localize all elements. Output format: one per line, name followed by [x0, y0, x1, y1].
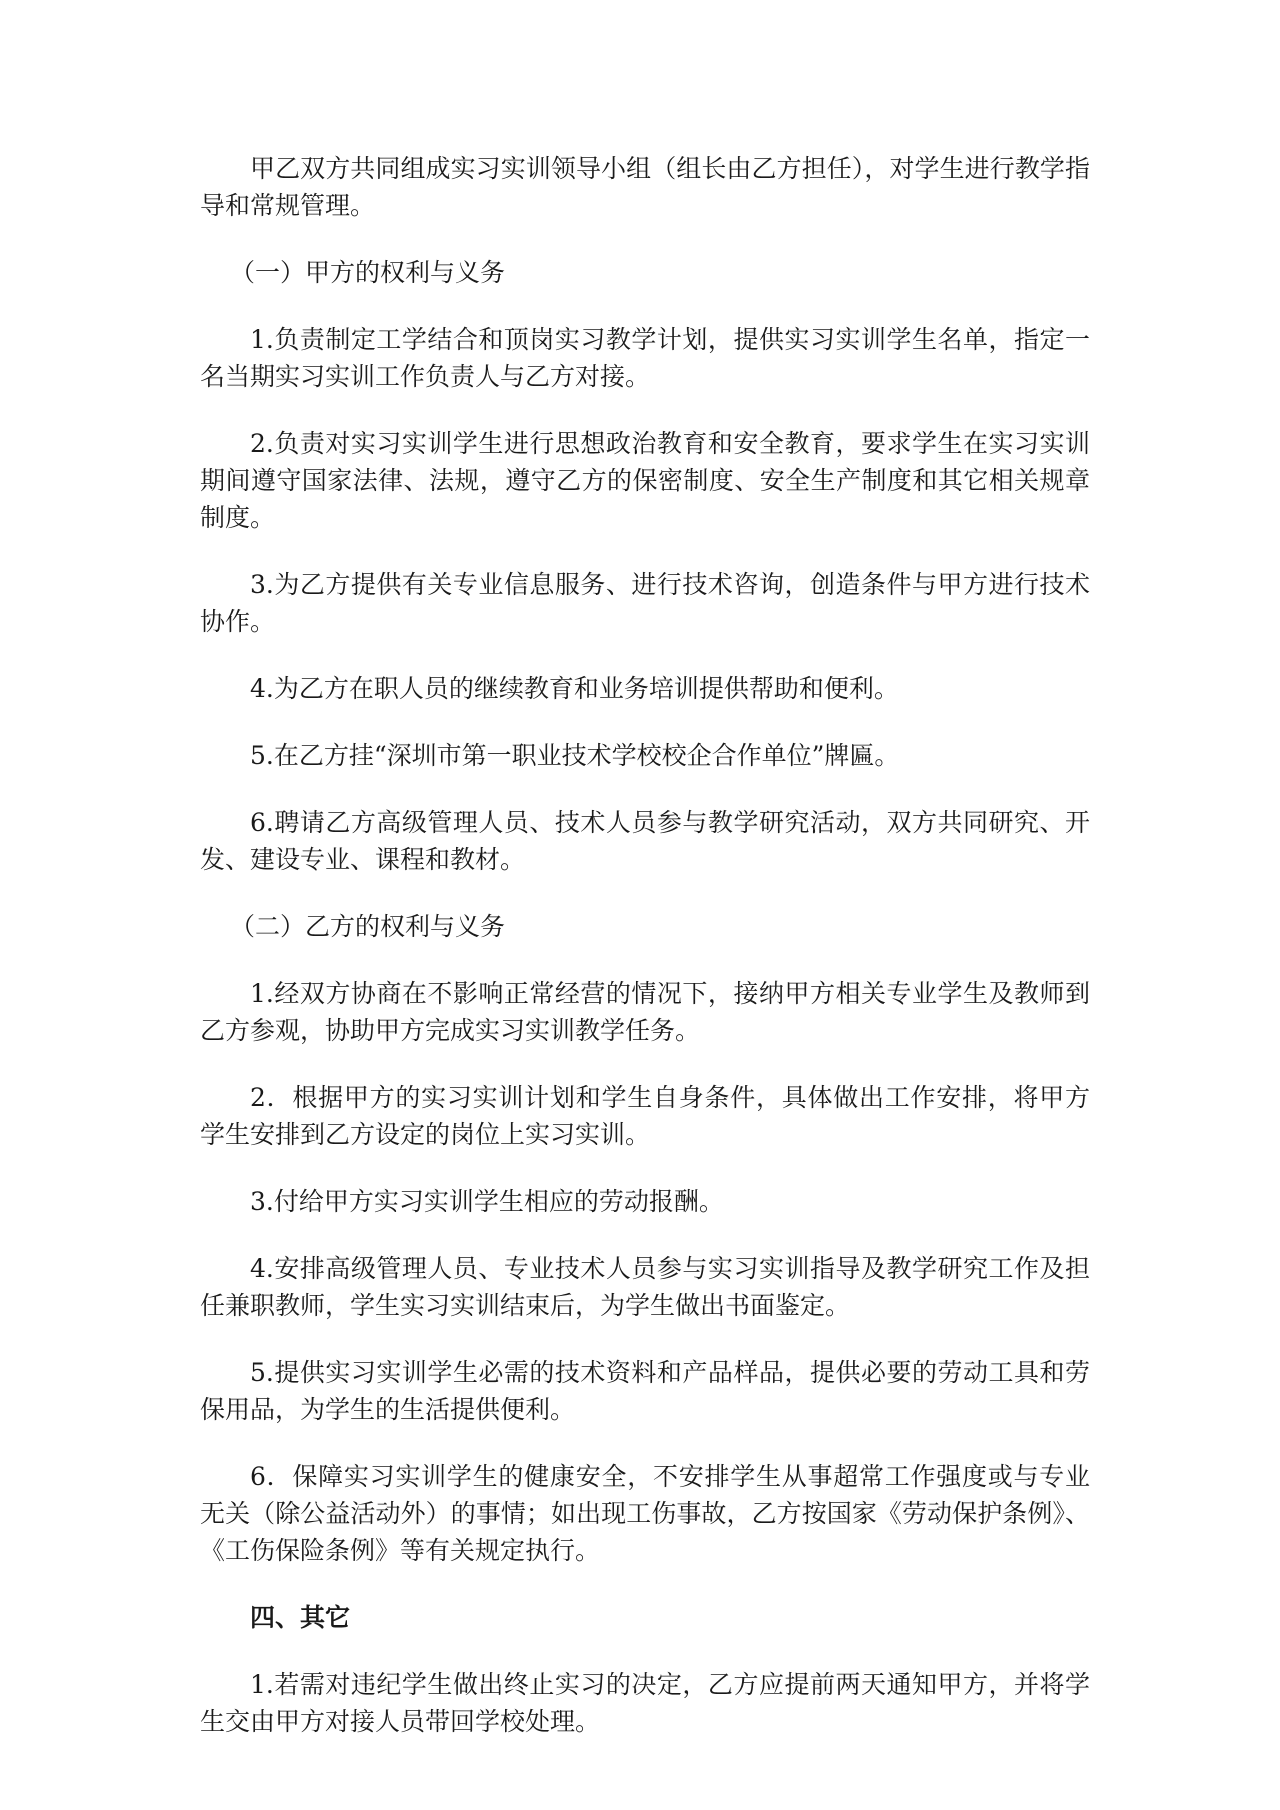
paragraph-a-1: 1.负责制定工学结合和顶岗实习教学计划，提供实习实训学生名单，指定一名当期实习实训工作负责人与乙方对接。	[200, 325, 1090, 391]
paragraph-b-5: 5.提供实习实训学生必需的技术资料和产品样品，提供必要的劳动工具和劳保用品，为学生的生活提供便利。	[200, 1358, 1090, 1424]
paragraph-b-4: 4.安排高级管理人员、专业技术人员参与实习实训指导及教学研究工作及担任兼职教师，学生实习实训结束后，为学生做出书面鉴定。	[200, 1254, 1090, 1320]
paragraph-b-3: 3.付给甲方实习实训学生相应的劳动报酬。	[250, 1187, 724, 1216]
paragraph-a-5: 5.在乙方挂“深圳市第一职业技术学校校企合作单位”牌匾。	[250, 741, 900, 770]
paragraph-a-4: 4.为乙方在职人员的继续教育和业务培训提供帮助和便利。	[250, 674, 899, 703]
paragraph-a-3: 3.为乙方提供有关专业信息服务、进行技术咨询，创造条件与甲方进行技术协作。	[200, 570, 1090, 636]
subheading-party-a-rights: （一）甲方的权利与义务	[230, 258, 506, 287]
paragraph-b-1: 1.经双方协商在不影响正常经营的情况下，接纳甲方相关专业学生及教师到乙方参观，协助甲方完成实习实训教学任务。	[200, 979, 1090, 1045]
paragraph-a-6: 6.聘请乙方高级管理人员、技术人员参与教学研究活动，双方共同研究、开发、建设专业、课程和教材。	[200, 808, 1090, 874]
document-body	[200, 150, 1090, 1770]
section-heading-other: 四、其它	[250, 1603, 351, 1632]
paragraph-other-1: 1.若需对违纪学生做出终止实习的决定，乙方应提前两天通知甲方，并将学生交由甲方对接人员带回学校处理。	[200, 1670, 1090, 1736]
paragraph-leadership-group: 甲乙双方共同组成实习实训领导小组（组长由乙方担任），对学生进行教学指导和常规管理。	[200, 154, 1090, 220]
subheading-party-b-rights: （二）乙方的权利与义务	[230, 912, 506, 941]
paragraph-b-6: 6．保障实习实训学生的健康安全，不安排学生从事超常工作强度或与专业无关（除公益活动外）的事情；如出现工伤事故，乙方按国家《劳动保护条例》、《工伤保险条例》等有关规定执行。	[200, 1462, 1090, 1565]
paragraph-a-2: 2.负责对实习实训学生进行思想政治教育和安全教育，要求学生在实习实训期间遵守国家法律、法规，遵守乙方的保密制度、安全生产制度和其它相关规章制度。	[200, 429, 1090, 532]
paragraph-b-2: 2．根据甲方的实习实训计划和学生自身条件，具体做出工作安排，将甲方学生安排到乙方设定的岗位上实习实训。	[200, 1083, 1090, 1149]
